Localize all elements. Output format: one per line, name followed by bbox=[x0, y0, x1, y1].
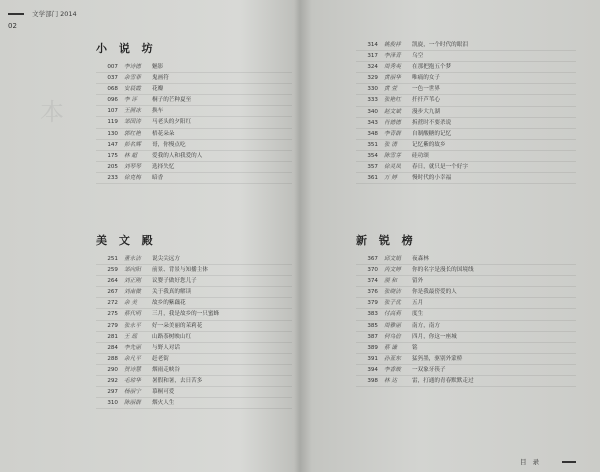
footer-rule bbox=[562, 461, 576, 463]
toc-entry bbox=[96, 254, 292, 265]
toc-page-number: 394 bbox=[367, 366, 378, 373]
toc-entry bbox=[356, 140, 576, 151]
toc-title: 猛犸墨，驱别外蒙桥 bbox=[412, 355, 463, 362]
toc-entry bbox=[96, 365, 292, 376]
toc-page-number: 007 bbox=[107, 64, 118, 70]
toc-title: 爱我的人和我爱的人 bbox=[152, 152, 203, 159]
toc-author: 李泽青 bbox=[384, 53, 401, 60]
toc-page-number: 351 bbox=[367, 141, 378, 148]
toc-page-number: 290 bbox=[107, 366, 118, 373]
toc-page-number: 383 bbox=[367, 311, 378, 318]
right-page-footer-title: 目 录 bbox=[520, 458, 542, 466]
toc-title: 好一朵美丽的茉莉花 bbox=[152, 322, 203, 329]
toc-title: 一双象牙筷子 bbox=[412, 366, 446, 373]
toc-entry bbox=[96, 84, 292, 95]
toc-author: 陈丽群 bbox=[124, 400, 141, 407]
toc-title: 在那把抱五个梦 bbox=[412, 64, 452, 71]
toc-title: 烟雨走峡谷 bbox=[152, 366, 180, 373]
section-rows bbox=[356, 254, 576, 387]
toc-title: 拆蔗时不要杀说 bbox=[412, 119, 452, 126]
toc-page-number: 267 bbox=[107, 289, 118, 296]
toc-page-number: 329 bbox=[367, 75, 378, 82]
toc-title: 议婴子做好您儿子 bbox=[152, 278, 197, 285]
toc-entry bbox=[356, 287, 576, 298]
toc-title: 与野人对话 bbox=[152, 344, 180, 351]
toc-title: 暑假和暑，去日苦多 bbox=[152, 378, 203, 385]
toc-page-number: 119 bbox=[107, 119, 118, 126]
toc-page-number: 175 bbox=[107, 152, 118, 159]
toc-page-number: 259 bbox=[107, 267, 118, 274]
toc-page-number: 330 bbox=[367, 86, 378, 93]
toc-author: 漠 和 bbox=[384, 278, 397, 285]
toc-author: 李青群 bbox=[384, 130, 401, 137]
toc-title: 夜森林 bbox=[412, 256, 429, 262]
toc-title: 唯痛的女子 bbox=[412, 75, 440, 82]
toc-entry bbox=[356, 62, 576, 73]
toc-author: 姚俊祥 bbox=[384, 42, 401, 48]
toc-entry bbox=[356, 332, 576, 343]
toc-author: 邱文娟 bbox=[384, 256, 401, 262]
toc-entry bbox=[96, 62, 292, 73]
section-title: 小 说 坊 bbox=[96, 42, 157, 55]
toc-entry bbox=[356, 107, 576, 118]
toc-author: 周雅丽 bbox=[384, 322, 401, 329]
toc-author: 张晓洁 bbox=[384, 289, 401, 296]
toc-page-number: 310 bbox=[107, 400, 118, 407]
toc-entry bbox=[96, 265, 292, 276]
toc-title: 一色一世界 bbox=[412, 86, 440, 93]
toc-title: 赶老街 bbox=[152, 355, 169, 362]
toc-author: 付高莉 bbox=[384, 311, 401, 318]
toc-entry bbox=[356, 265, 576, 276]
toc-page-number: 387 bbox=[367, 333, 378, 340]
toc-author: 毛琼华 bbox=[124, 378, 141, 385]
toc-page-number: 398 bbox=[367, 378, 378, 385]
toc-entry bbox=[356, 343, 576, 354]
toc-page-number: 367 bbox=[367, 256, 378, 262]
toc-page-number: 361 bbox=[367, 175, 378, 182]
page-watermark: 本 bbox=[40, 98, 64, 126]
toc-author: 邹向阳 bbox=[124, 267, 141, 274]
toc-page-number: 292 bbox=[107, 378, 118, 385]
toc-entry bbox=[96, 298, 292, 309]
toc-entry bbox=[356, 129, 576, 140]
toc-page-number: 279 bbox=[107, 322, 118, 329]
toc-page-number: 147 bbox=[107, 141, 118, 148]
toc-page-number: 348 bbox=[367, 130, 378, 137]
toc-entry bbox=[356, 354, 576, 365]
toc-title: 铭 bbox=[412, 344, 418, 351]
toc-page-number: 284 bbox=[107, 344, 118, 351]
toc-entry bbox=[96, 276, 292, 287]
toc-title: 漫步大九湖 bbox=[412, 108, 440, 115]
toc-title: 春日，就只是一个好字 bbox=[412, 164, 468, 171]
toc-page-number: 288 bbox=[107, 355, 118, 362]
left-page-header bbox=[8, 9, 77, 18]
toc-entry bbox=[96, 129, 292, 140]
toc-author: 安晨霞 bbox=[124, 86, 141, 93]
toc-entry bbox=[96, 376, 292, 387]
toc-title: 马老头的夕阳红 bbox=[152, 119, 192, 126]
toc-author: 贺诗慧 bbox=[124, 366, 141, 373]
toc-entry bbox=[356, 95, 576, 106]
toc-entry bbox=[356, 73, 576, 84]
toc-author: 余 美 bbox=[124, 300, 137, 307]
section-newcomers bbox=[356, 232, 576, 387]
toc-title: 扦扦芦苇心 bbox=[412, 97, 440, 104]
toc-author: 万 婷 bbox=[384, 175, 397, 182]
toc-page-number: 391 bbox=[367, 355, 378, 362]
toc-page-number: 272 bbox=[107, 300, 118, 307]
toc-author: 余雪菲 bbox=[124, 75, 141, 82]
toc-author: 彭名辉 bbox=[124, 141, 141, 148]
left-header-title: 文学部门 2014 bbox=[32, 10, 77, 18]
toc-author: 肖德德 bbox=[384, 119, 401, 126]
toc-author: 陈雪芽 bbox=[384, 152, 401, 159]
toc-title: 故乡的紫藕花 bbox=[152, 300, 186, 307]
toc-page-number: 205 bbox=[107, 163, 118, 170]
toc-title: 桐子的芒种夏至 bbox=[152, 97, 192, 104]
section-novel bbox=[96, 40, 292, 184]
header-rule bbox=[8, 13, 24, 15]
toc-title: 三月，我是故乡的一只蜜蜂 bbox=[152, 311, 220, 318]
section-essay bbox=[96, 232, 292, 409]
toc-author: 刘正刚 bbox=[124, 278, 141, 285]
toc-entry bbox=[96, 332, 292, 343]
toc-title: 哥，你慢点吃 bbox=[152, 141, 186, 148]
toc-page-number: 281 bbox=[107, 333, 118, 340]
toc-entry bbox=[96, 343, 292, 354]
toc-entry bbox=[356, 321, 576, 332]
toc-entry bbox=[96, 398, 292, 409]
toc-author: 林 超 bbox=[124, 152, 137, 159]
toc-entry bbox=[96, 321, 292, 332]
toc-entry bbox=[356, 298, 576, 309]
toc-entry bbox=[356, 51, 576, 62]
toc-author: 赵文斌 bbox=[384, 108, 401, 115]
toc-author: 蔡代明 bbox=[124, 311, 141, 318]
toc-entry bbox=[96, 106, 292, 117]
toc-page-number: 357 bbox=[367, 164, 378, 171]
toc-title: 鬼画符 bbox=[152, 75, 169, 82]
section-title: 新 锐 榜 bbox=[356, 234, 417, 247]
toc-title: 前景、背景与知播主体 bbox=[152, 267, 208, 274]
toc-title: 山路茶树映山红 bbox=[152, 333, 192, 340]
toc-title: 烟火人生 bbox=[152, 400, 175, 407]
toc-author: 张 清 bbox=[384, 141, 397, 148]
toc-author: 杨丽宁 bbox=[124, 389, 141, 396]
toc-page-number: 340 bbox=[367, 108, 378, 115]
toc-page-number: 096 bbox=[107, 97, 118, 104]
toc-entry bbox=[356, 40, 576, 51]
toc-entry bbox=[96, 73, 292, 84]
toc-page-number: 107 bbox=[107, 108, 118, 115]
toc-page-number: 389 bbox=[367, 344, 378, 351]
toc-page-number: 379 bbox=[367, 300, 378, 307]
toc-title: 度生 bbox=[412, 311, 424, 318]
toc-author: 芮文婷 bbox=[384, 267, 401, 274]
toc-entry bbox=[96, 117, 292, 128]
toc-title: 选择失忆 bbox=[152, 163, 175, 170]
toc-entry bbox=[356, 162, 576, 173]
toc-title: 硅功颂 bbox=[412, 152, 429, 159]
toc-page-number: 376 bbox=[367, 289, 378, 296]
section-essay-continued bbox=[356, 40, 576, 184]
toc-title: 关于我真的解读 bbox=[152, 289, 192, 296]
toc-page-number: 333 bbox=[367, 97, 378, 104]
toc-entry bbox=[356, 309, 576, 320]
toc-title: 换车 bbox=[152, 108, 164, 115]
toc-author: 蔡 谦 bbox=[384, 344, 397, 351]
toc-entry bbox=[356, 376, 576, 387]
toc-page-number: 297 bbox=[107, 389, 118, 396]
toc-author: 刘琴琴 bbox=[124, 163, 141, 170]
toc-entry bbox=[96, 151, 292, 162]
toc-entry bbox=[356, 84, 576, 95]
toc-page-number: 068 bbox=[107, 86, 118, 93]
toc-page-number: 370 bbox=[367, 267, 378, 274]
toc-entry bbox=[96, 354, 292, 365]
toc-title: 慢时代的小幸福 bbox=[412, 175, 452, 182]
toc-author: 李诗德 bbox=[124, 64, 141, 70]
toc-title: 自制酸糖的记忆 bbox=[412, 130, 452, 137]
toc-entry bbox=[356, 254, 576, 265]
toc-entry bbox=[356, 365, 576, 376]
toc-author: 余凡平 bbox=[124, 355, 141, 362]
toc-author: 黄 萱 bbox=[384, 86, 397, 93]
toc-title: 雷，打通的青春默默走过 bbox=[412, 378, 474, 385]
toc-author: 刘南微 bbox=[124, 289, 141, 296]
toc-author: 郭红艳 bbox=[124, 130, 141, 137]
toc-entry bbox=[96, 387, 292, 398]
toc-page-number: 233 bbox=[107, 174, 118, 181]
toc-author: 何乌倍 bbox=[384, 333, 401, 340]
toc-author: 周秀英 bbox=[384, 64, 401, 71]
toc-page-number: 343 bbox=[367, 119, 378, 126]
toc-title: 魅影 bbox=[152, 64, 164, 70]
toc-author: 林 达 bbox=[384, 378, 397, 385]
toc-author: 黄丽华 bbox=[384, 75, 401, 82]
toc-title: 暗香 bbox=[152, 174, 164, 181]
toc-title: 乌空 bbox=[412, 53, 424, 60]
toc-page-number: 130 bbox=[107, 130, 118, 137]
toc-page-number: 314 bbox=[367, 42, 378, 48]
toc-page-number: 324 bbox=[367, 64, 378, 71]
toc-page-number: 251 bbox=[107, 256, 118, 262]
toc-title: 南方，南方 bbox=[412, 322, 440, 329]
toc-author: 张永平 bbox=[124, 322, 141, 329]
section-rows bbox=[356, 40, 576, 184]
toc-entry bbox=[96, 140, 292, 151]
toc-entry bbox=[96, 287, 292, 298]
toc-entry bbox=[356, 276, 576, 287]
toc-entry bbox=[356, 173, 576, 184]
toc-entry bbox=[96, 95, 292, 106]
toc-author: 孙亚东 bbox=[384, 355, 401, 362]
toc-page-number: 264 bbox=[107, 278, 118, 285]
toc-author: 张子优 bbox=[384, 300, 401, 307]
section-title: 美 文 殿 bbox=[96, 234, 157, 247]
toc-page-number: 385 bbox=[367, 322, 378, 329]
toc-page-number: 317 bbox=[367, 53, 378, 60]
toc-entry bbox=[96, 173, 292, 184]
toc-title: 记忆紫的故乡 bbox=[412, 141, 446, 148]
toc-page-number: 275 bbox=[107, 311, 118, 318]
toc-title: 说尖尖远方 bbox=[152, 256, 180, 262]
toc-title: 四月，你这一座城 bbox=[412, 333, 457, 340]
toc-entry bbox=[356, 118, 576, 129]
toc-title: 梧花朵朵 bbox=[152, 130, 175, 137]
toc-title: 凯旋，一个时代的眼泪 bbox=[412, 42, 468, 48]
toc-author: 徐克梅 bbox=[124, 174, 141, 181]
toc-author: 李先丽 bbox=[124, 344, 141, 351]
toc-title: 花瓣 bbox=[152, 86, 164, 93]
toc-author: 邹国涛 bbox=[124, 119, 141, 126]
section-rows bbox=[96, 62, 292, 184]
toc-author: 王照冰 bbox=[124, 108, 141, 115]
toc-title: 留外 bbox=[412, 278, 424, 285]
toc-title: 你是我最傍爱的人 bbox=[412, 289, 457, 296]
toc-title: 慕桐可爱 bbox=[152, 389, 175, 396]
toc-author: 王 瑶 bbox=[124, 333, 137, 340]
toc-title: 你的名字是漫长的国境线 bbox=[412, 267, 474, 274]
toc-page-number: 374 bbox=[367, 278, 378, 285]
toc-author: 董永洁 bbox=[124, 256, 141, 262]
section-rows bbox=[96, 254, 292, 409]
left-page-number: 02 bbox=[8, 22, 17, 30]
toc-entry bbox=[356, 151, 576, 162]
toc-entry bbox=[96, 309, 292, 320]
toc-author: 张艳红 bbox=[384, 97, 401, 104]
toc-entry bbox=[96, 162, 292, 173]
toc-author: 李香玻 bbox=[384, 366, 401, 373]
toc-page-number: 037 bbox=[107, 75, 118, 82]
toc-page-number: 354 bbox=[367, 152, 378, 159]
toc-title: 五月 bbox=[412, 300, 424, 307]
toc-author: 李 评 bbox=[124, 97, 137, 104]
toc-author: 徐灵凤 bbox=[384, 164, 401, 171]
